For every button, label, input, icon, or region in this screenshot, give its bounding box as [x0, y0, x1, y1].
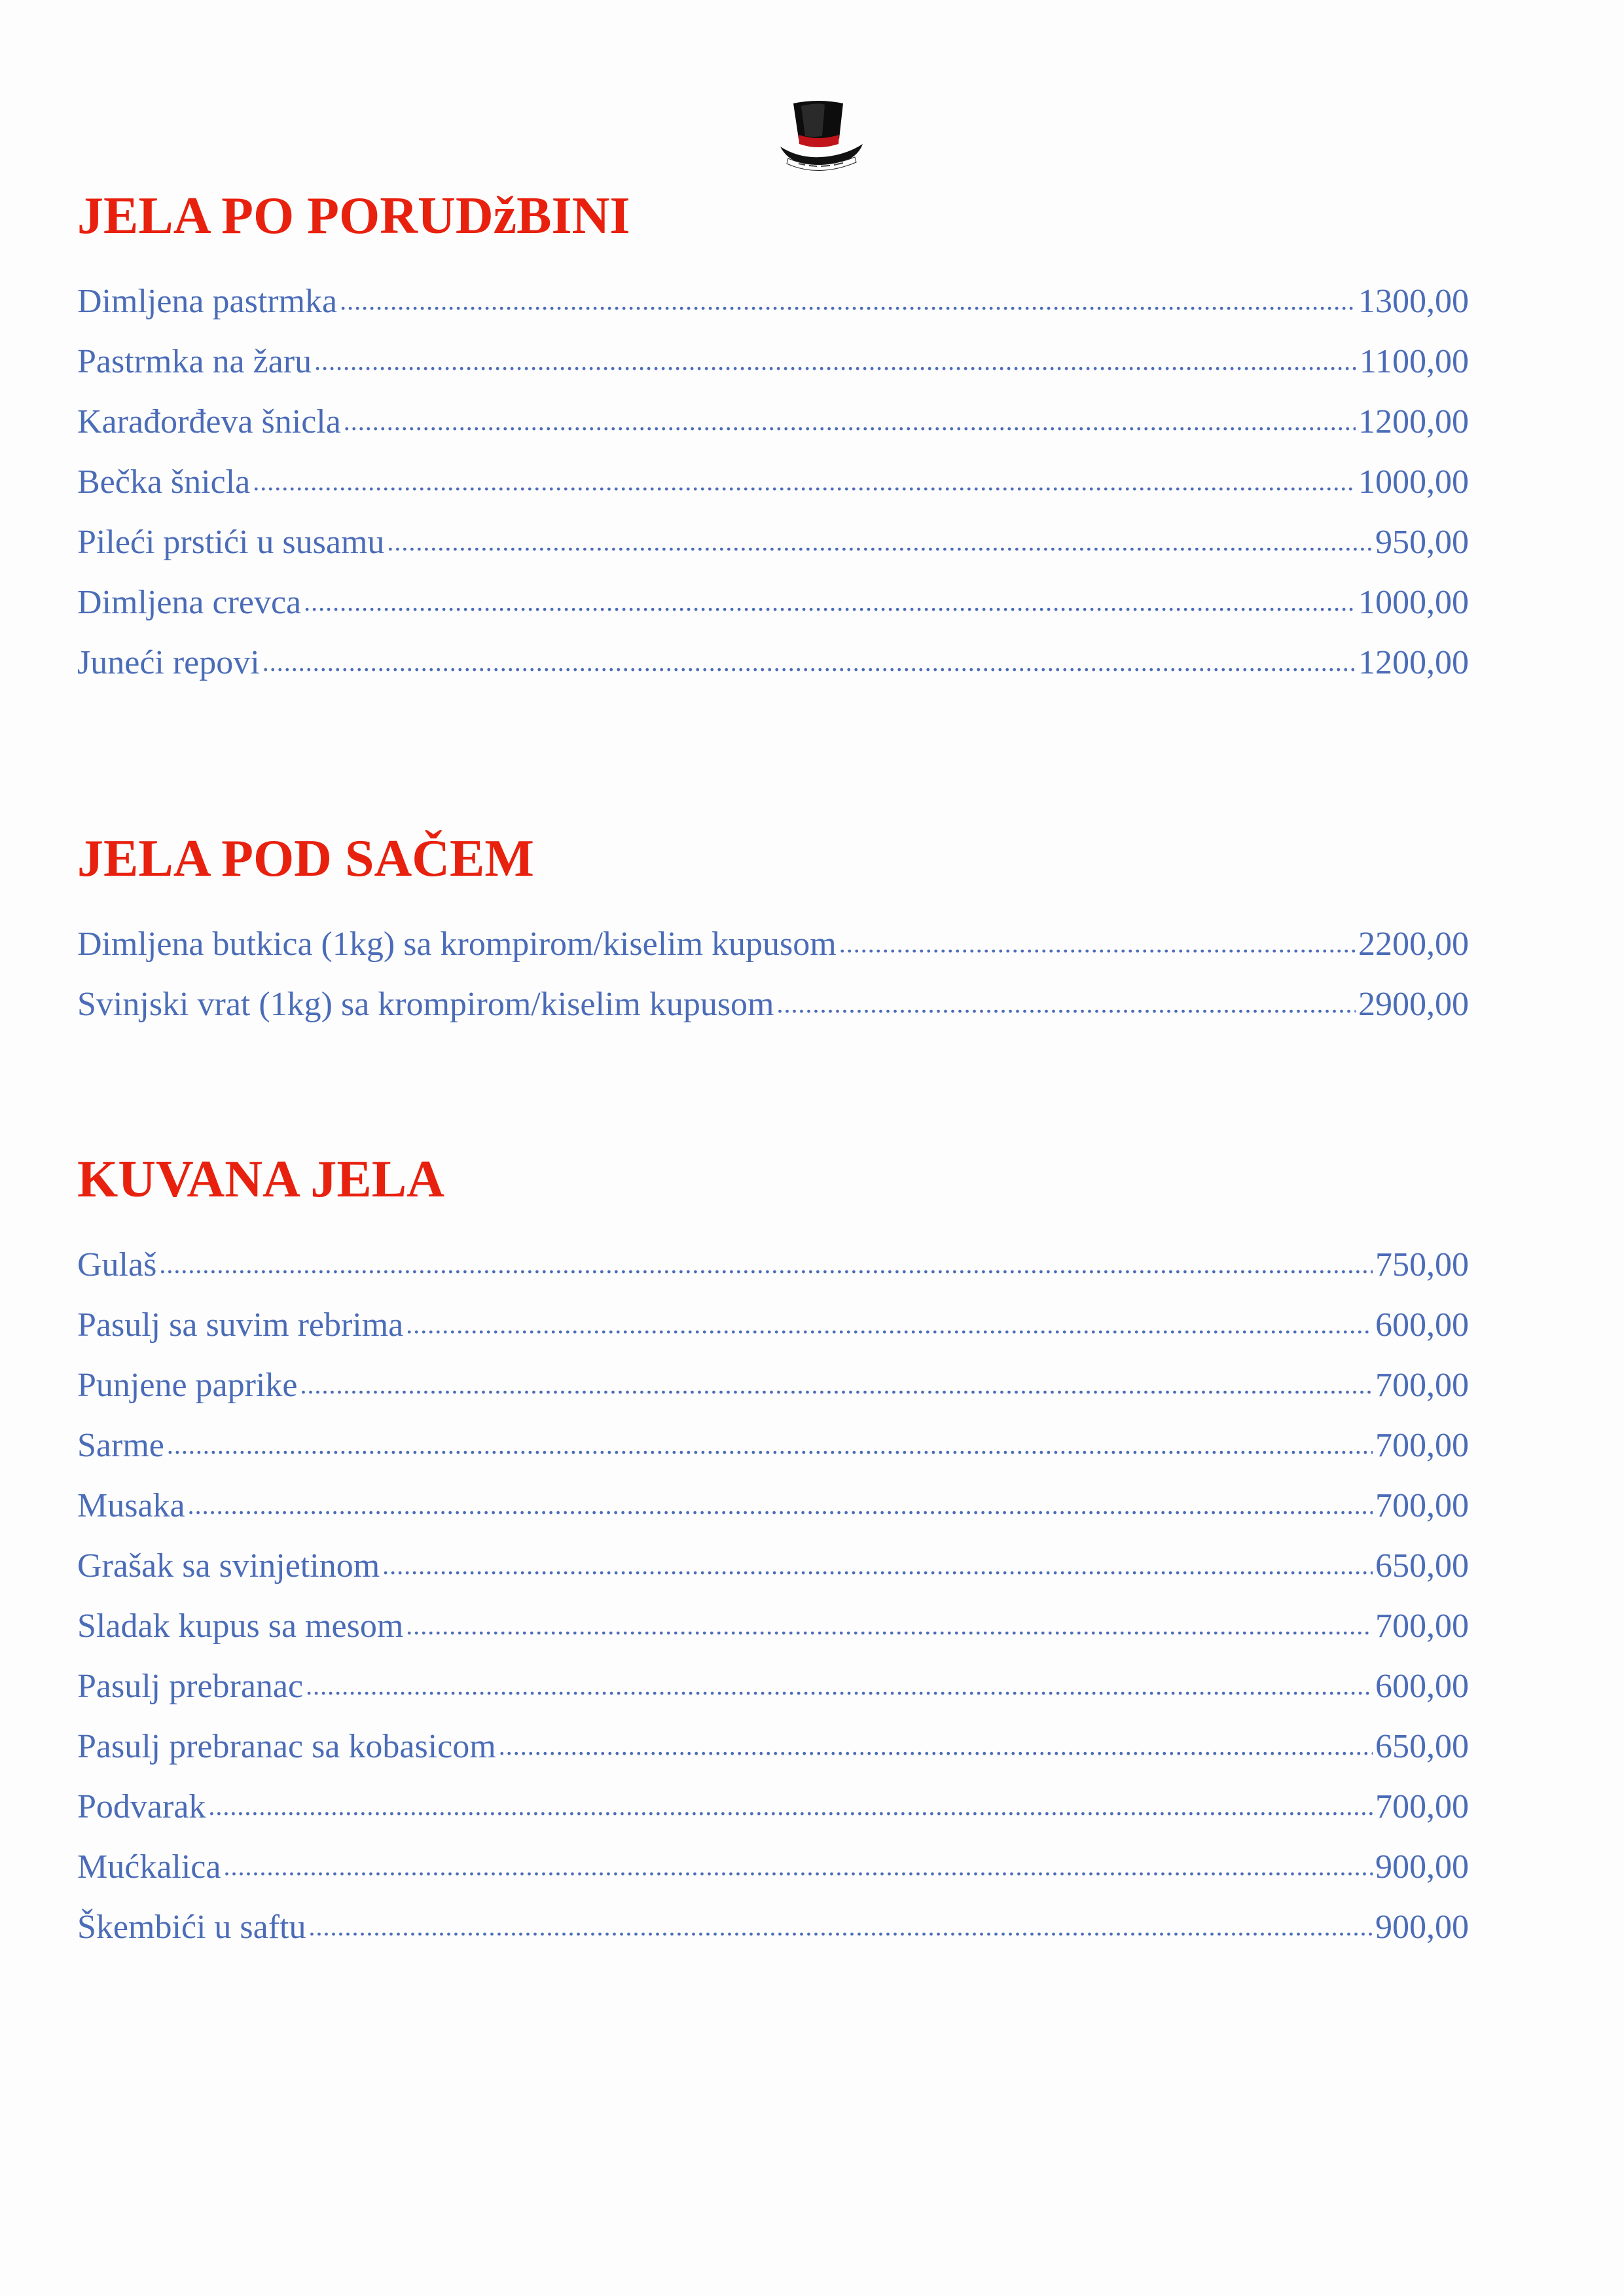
- section-title: JELA POD SAČEM: [77, 830, 534, 888]
- item-name: Pasulj prebranac: [77, 1668, 304, 1705]
- dot-leader: [188, 1482, 1373, 1516]
- dot-leader: [159, 1242, 1373, 1276]
- section-title: KUVANA JELA: [77, 1151, 444, 1208]
- item-name: Podvarak: [77, 1788, 206, 1825]
- dot-leader: [387, 519, 1373, 553]
- item-price: 1300,00: [1358, 283, 1469, 320]
- dot-leader: [262, 639, 1356, 673]
- section-jela-po-porudzbini: [77, 183, 1469, 700]
- menu-item: [77, 519, 1469, 579]
- menu-item: [77, 1302, 1469, 1362]
- item-name: Gulaš: [77, 1246, 157, 1283]
- item-name: Bečka šnicla: [77, 463, 251, 501]
- item-name: Musaka: [77, 1487, 185, 1524]
- menu-item: [77, 1904, 1469, 1964]
- dot-leader: [223, 1844, 1373, 1878]
- dot-leader: [208, 1784, 1373, 1818]
- dot-leader: [340, 278, 1356, 312]
- menu-item: [77, 921, 1469, 981]
- section-kuvana-jela: [77, 1147, 1469, 1964]
- dot-leader: [839, 921, 1356, 955]
- menu-item: [77, 579, 1469, 639]
- item-name: Sladak kupus sa mesom: [77, 1607, 404, 1645]
- item-name: Punjene paprike: [77, 1367, 298, 1404]
- item-price: 600,00: [1375, 1306, 1469, 1344]
- item-price: 950,00: [1375, 524, 1469, 561]
- menu-list: [77, 921, 1469, 1041]
- menu-item: [77, 639, 1469, 700]
- menu-item: [77, 981, 1469, 1041]
- section-jela-pod-sacem: [77, 826, 1469, 1041]
- dot-leader: [406, 1302, 1373, 1336]
- menu-list: [77, 278, 1469, 700]
- dot-leader: [167, 1422, 1373, 1456]
- menu-item: [77, 1603, 1469, 1663]
- dot-leader: [300, 1362, 1373, 1396]
- dot-leader: [382, 1543, 1373, 1577]
- menu-item: [77, 278, 1469, 338]
- item-price: 2900,00: [1358, 986, 1469, 1023]
- item-price: 650,00: [1375, 1547, 1469, 1585]
- menu-item: [77, 459, 1469, 519]
- dot-leader: [314, 338, 1357, 372]
- menu-item: [77, 1242, 1469, 1302]
- item-name: Dimljena pastrmka: [77, 283, 338, 320]
- item-name: Pastrmka na žaru: [77, 343, 312, 380]
- item-name: Karađorđeva šnicla: [77, 403, 341, 440]
- dot-leader: [253, 459, 1356, 493]
- item-name: Mućkalica: [77, 1848, 221, 1886]
- menu-item: [77, 338, 1469, 399]
- section-title: JELA PO PORUDžBINI: [77, 187, 630, 245]
- item-name: Dimljena crevca: [77, 584, 302, 621]
- top-hat-icon: [779, 98, 864, 173]
- item-price: 1100,00: [1359, 343, 1469, 380]
- dot-leader: [499, 1723, 1373, 1757]
- item-name: Pasulj prebranac sa kobasicom: [77, 1728, 496, 1765]
- menu-item: [77, 1482, 1469, 1543]
- item-price: 1200,00: [1358, 403, 1469, 440]
- item-price: 1200,00: [1358, 644, 1469, 681]
- item-price: 700,00: [1375, 1487, 1469, 1524]
- item-price: 700,00: [1375, 1367, 1469, 1404]
- dot-leader: [344, 399, 1356, 433]
- item-price: 900,00: [1375, 1848, 1469, 1886]
- item-price: 750,00: [1375, 1246, 1469, 1283]
- item-price: 2200,00: [1358, 925, 1469, 963]
- item-name: Grašak sa svinjetinom: [77, 1547, 380, 1585]
- menu-item: [77, 399, 1469, 459]
- dot-leader: [309, 1904, 1373, 1938]
- item-name: Sarme: [77, 1427, 164, 1464]
- item-name: Svinjski vrat (1kg) sa krompirom/kiselim kupusom: [77, 986, 774, 1023]
- menu-item: [77, 1543, 1469, 1603]
- menu-item: [77, 1844, 1469, 1904]
- dot-leader: [306, 1663, 1373, 1697]
- item-price: 700,00: [1375, 1427, 1469, 1464]
- item-price: 900,00: [1375, 1909, 1469, 1946]
- menu-item: [77, 1723, 1469, 1784]
- menu-item: [77, 1422, 1469, 1482]
- menu-item: [77, 1784, 1469, 1844]
- item-price: 1000,00: [1358, 584, 1469, 621]
- menu-item: [77, 1362, 1469, 1422]
- item-name: Škembići u saftu: [77, 1909, 306, 1946]
- menu-item: [77, 1663, 1469, 1723]
- item-name: Juneći repovi: [77, 644, 260, 681]
- item-name: Pasulj sa suvim rebrima: [77, 1306, 404, 1344]
- item-name: Pileći prstići u susamu: [77, 524, 385, 561]
- dot-leader: [406, 1603, 1373, 1637]
- item-price: 1000,00: [1358, 463, 1469, 501]
- item-price: 700,00: [1375, 1607, 1469, 1645]
- dot-leader: [304, 579, 1356, 613]
- item-price: 600,00: [1375, 1668, 1469, 1705]
- dot-leader: [777, 981, 1356, 1015]
- item-price: 700,00: [1375, 1788, 1469, 1825]
- item-name: Dimljena butkica (1kg) sa krompirom/kiselim kupusom: [77, 925, 837, 963]
- menu-list: [77, 1242, 1469, 1964]
- item-price: 650,00: [1375, 1728, 1469, 1765]
